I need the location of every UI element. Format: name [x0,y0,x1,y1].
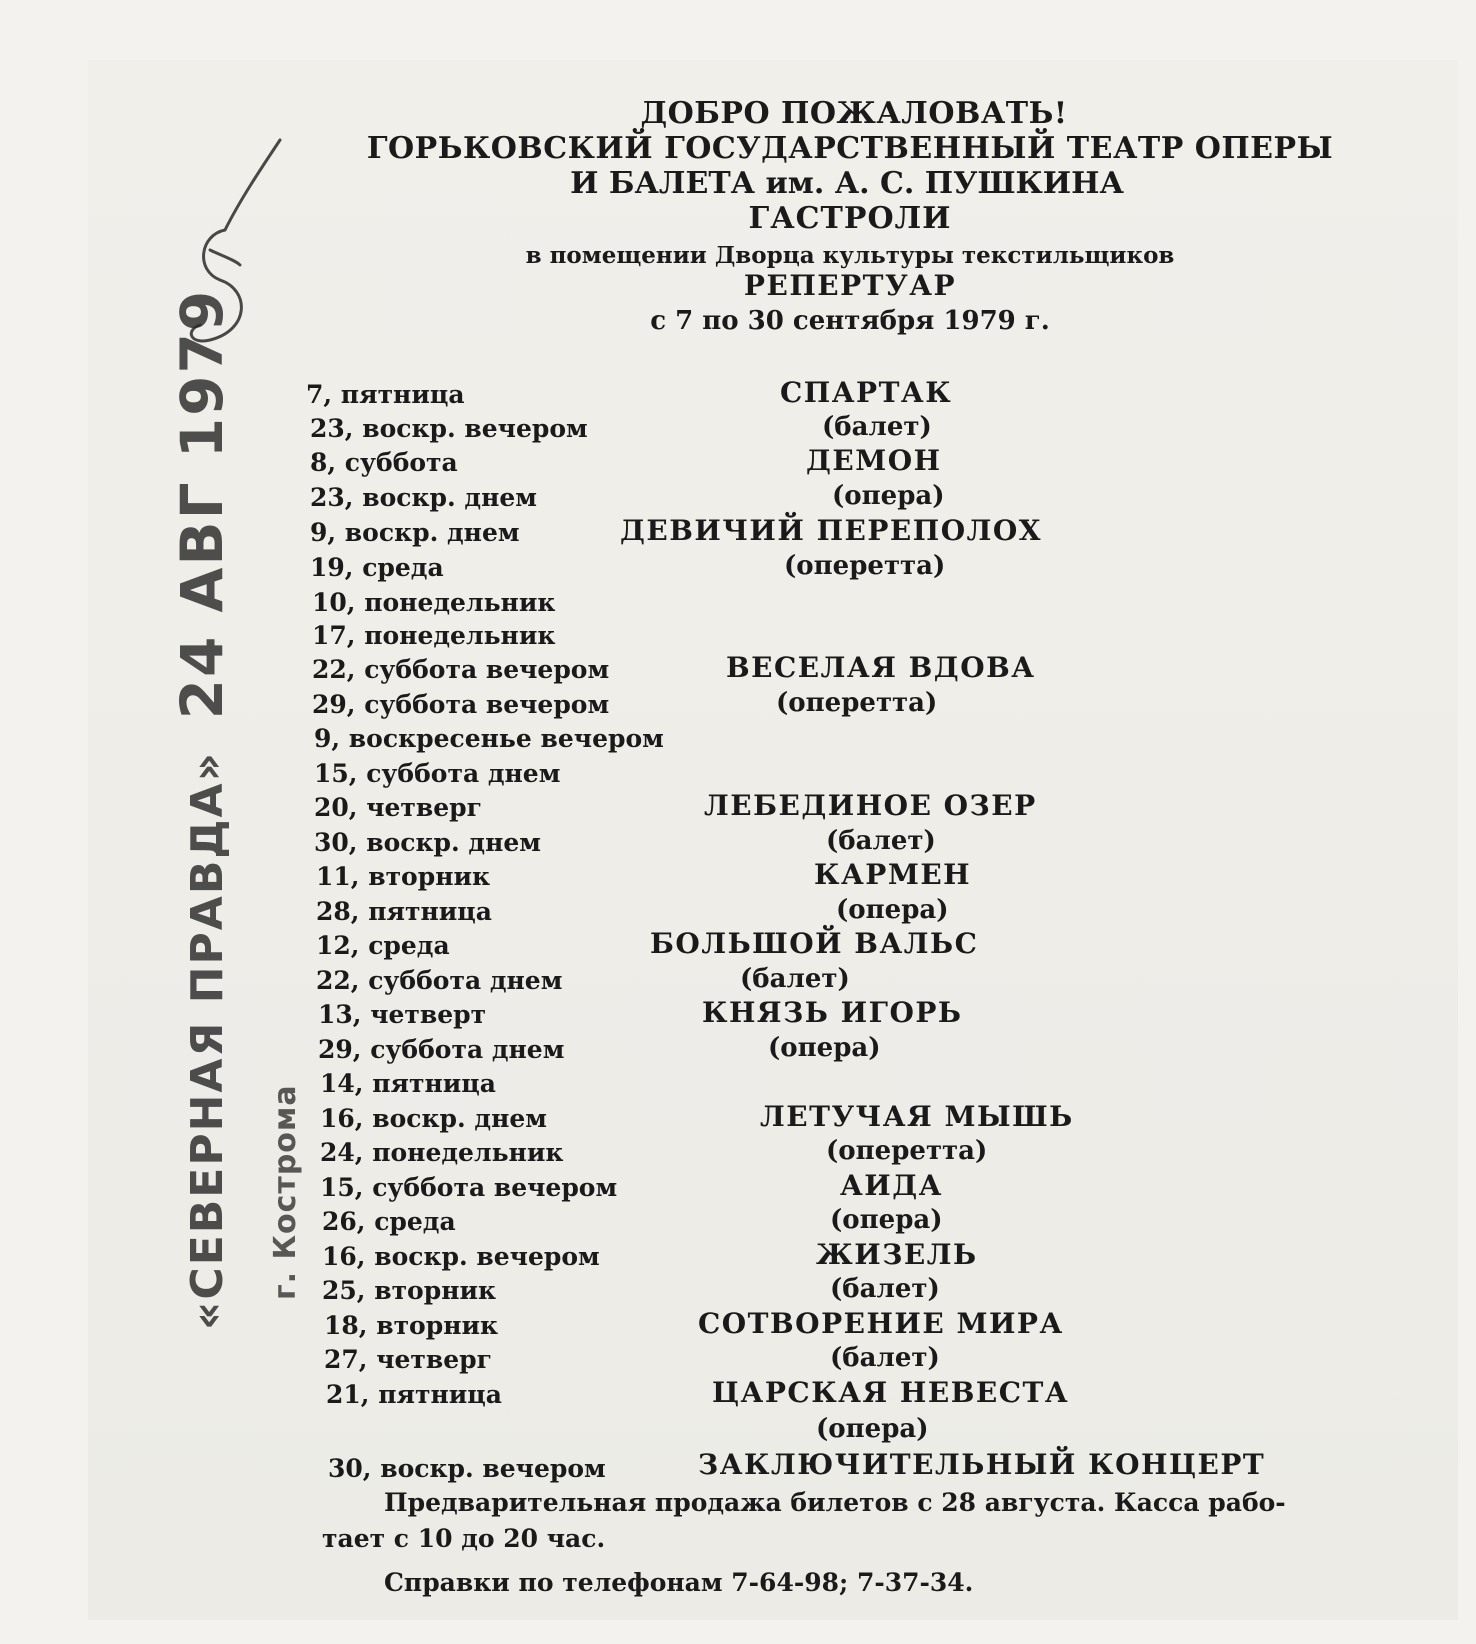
performance-title: АИДА [840,1169,943,1202]
performance-date: 23, воскр. днем [310,483,537,512]
performance-genre: (опера) [836,895,949,925]
performance-genre: (опера) [768,1033,881,1063]
performance-date: 11, вторник [316,862,491,891]
performance-title: ЛЕТУЧАЯ МЫШЬ [760,1100,1074,1133]
performance-title: ЦАРСКАЯ НЕВЕСТА [712,1376,1070,1409]
performance-date: 7, пятница [306,380,465,409]
performance-date: 27, четверг [324,1345,492,1374]
performance-genre: (опера) [832,481,945,511]
performance-date: 25, вторник [322,1276,497,1305]
performance-date: 17, понедельник [312,621,556,650]
presale-notice-line-2: тает с 10 до 20 час. [322,1524,606,1553]
performance-date: 15, суббота днем [314,759,561,788]
stamp-date: 24 АВГ 1979 [168,288,236,720]
performance-date: 26, среда [322,1207,456,1236]
stamp-city: г. Кострома [268,1084,303,1300]
performance-date: 16, воскр. вечером [322,1242,600,1271]
performance-date: 10, понедельник [312,588,556,617]
performance-title: КАРМЕН [814,858,972,891]
venue-line: в помещении Дворца культуры текстильщиков [525,242,1175,269]
performance-date: 23, воскр. вечером [310,414,588,443]
performance-date: 14, пятница [320,1069,496,1098]
performance-genre: (балет) [826,826,936,856]
performance-date: 13, четверт [318,1000,487,1029]
performance-title: КНЯЗЬ ИГОРЬ [702,996,963,1029]
performance-date: 30, воскр. вечером [328,1454,606,1483]
performance-genre: (балет) [740,964,850,994]
performance-title: БОЛЬШОЙ ВАЛЬС [650,927,979,960]
performance-date: 16, воскр. днем [320,1104,547,1133]
performance-date: 22, суббота днем [316,966,563,995]
performance-date: 29, суббота днем [318,1035,565,1064]
presale-notice-line-1: Предварительная продажа билетов с 28 августа. Касса рабо- [384,1488,1286,1517]
performance-title: ЖИЗЕЛЬ [816,1238,978,1271]
performance-date: 18, вторник [324,1311,499,1340]
announcement-header [300,96,1400,336]
stamp-newspaper-name: «СЕВЕРНАЯ ПРАВДА» [182,750,233,1330]
performance-date: 22, суббота вечером [312,655,610,684]
performance-date: 28, пятница [316,897,492,926]
performance-title: ДЕМОН [806,444,942,477]
newspaper-date-stamp [168,289,236,1330]
performance-genre: (балет) [830,1343,940,1373]
performance-date: 12, среда [316,931,450,960]
performance-date: 21, пятница [326,1380,502,1409]
performance-date: 29, суббота вечером [312,690,610,719]
repertoire-heading: РЕПЕРТУАР [743,269,957,302]
performance-title: ЗАКЛЮЧИТЕЛЬНЫЙ КОНЦЕРТ [698,1448,1266,1481]
performance-genre: (балет) [830,1274,940,1304]
performance-date: 9, воскр. днем [310,518,520,547]
performance-title: ВЕСЕЛАЯ ВДОВА [726,651,1036,684]
performance-genre: (балет) [822,412,932,442]
performance-date: 30, воскр. днем [314,828,541,857]
performance-genre: (оперетта) [784,551,946,581]
performance-title: ДЕВИЧИЙ ПЕРЕПОЛОХ [620,514,1042,547]
performance-title: СОТВОРЕНИЕ МИРА [698,1307,1064,1340]
performance-date: 19, среда [310,553,444,582]
performance-genre: (оперетта) [776,688,938,718]
performance-genre: (опера) [830,1205,943,1235]
performance-date: 20, четверг [314,793,482,822]
performance-title: ЛЕБЕДИНОЕ ОЗЕР [704,789,1037,822]
phone-info: Справки по телефонам 7-64-98; 7-37-34. [384,1568,974,1597]
welcome-heading: ДОБРО ПОЖАЛОВАТЬ! [640,96,1068,131]
performance-date: 15, суббота вечером [320,1173,618,1202]
performance-date: 9, воскресенье вечером [314,724,664,753]
performance-title: СПАРТАК [780,376,953,409]
theater-name-line-2: И БАЛЕТА им. А. С. ПУШКИНА [570,166,1124,201]
performance-date: 8, суббота [310,448,458,477]
tour-dates: с 7 по 30 сентября 1979 г. [650,306,1050,336]
theater-name-line-1: ГОРЬКОВСКИЙ ГОСУДАРСТВЕННЫЙ ТЕАТР ОПЕРЫ [366,131,1334,166]
performance-genre: (оперетта) [826,1136,988,1166]
performance-date: 24, понедельник [320,1138,564,1167]
performance-genre: (опера) [816,1414,929,1444]
tour-heading: ГАСТРОЛИ [748,201,952,236]
